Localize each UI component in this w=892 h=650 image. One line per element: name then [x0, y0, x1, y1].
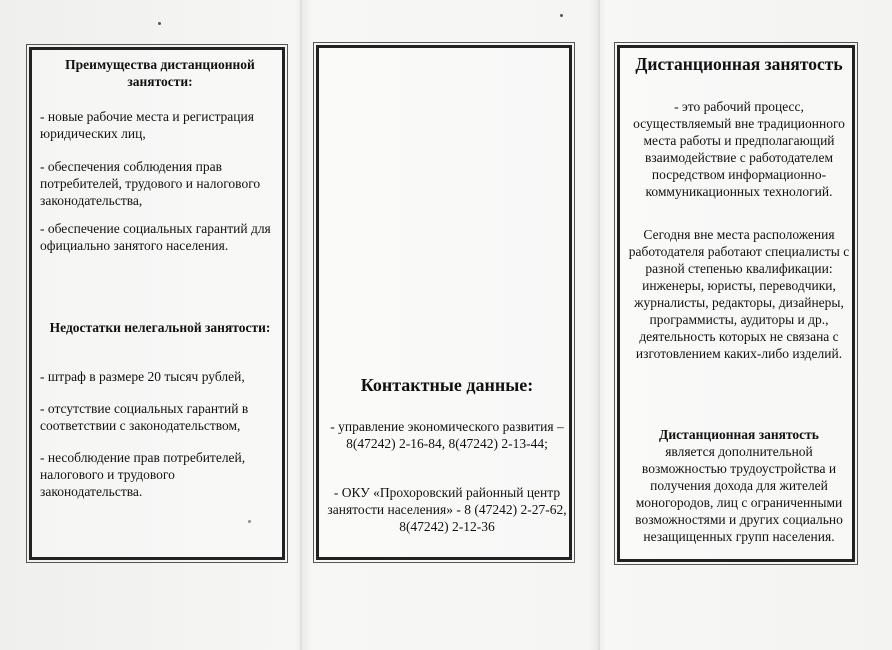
remote-work-subtitle: Дистанционная занятость	[659, 427, 819, 442]
speck	[560, 14, 563, 17]
advantage-item: - обеспечения соблюдения прав потребителей, трудового и налогового законодательства,	[40, 159, 261, 208]
fold-line-2	[598, 0, 600, 650]
disadvantages-title: Недостатки нелегальной занятости:	[49, 320, 271, 335]
disadvantage-item: - отсутствие социальных гарантий в соответствии с законодательством,	[40, 401, 249, 433]
contact-item: - управление экономического развития – 8(47242) 2-16-84, 8(47242) 2-13-44;	[330, 419, 564, 451]
advantages-title: Преимущества дистанционной занятости:	[65, 57, 255, 89]
advantage-item: - новые рабочие места и регистрация юридических лиц,	[40, 109, 254, 141]
disadvantage-item: - несоблюдение прав потребителей, налогового и трудового законодательства.	[40, 450, 246, 499]
disadvantage-item: - штраф в размере 20 тысяч рублей,	[40, 369, 245, 384]
remote-work-benefit: является дополнительной возможностью трудоустройства и получения дохода для жителей моногородов, лиц с ограниченными возможностями и других социально незащищенных групп населения.	[635, 444, 843, 544]
remote-work-specialists: Сегодня вне места расположения работодателя работают специалисты с разной степенью квалификации: инженеры, юристы, переводчики, журналисты, редакторы, дизайнеры, программисты, аудиторы и др., деятельность которых не связана с изготовлением каких-либо изделий.	[628, 227, 850, 361]
advantages-panel	[29, 47, 285, 560]
contacts-panel	[316, 45, 572, 560]
contacts-title: Контактные данные:	[360, 375, 534, 395]
contact-item: - ОКУ «Прохоровский районный центр занятости населения» - 8 (47242) 2-27-62, 8(47242) 2-12-36	[327, 485, 567, 534]
remote-work-definition: - это рабочий процесс, осуществляемый вне традиционного места работы и предполагающий взаимодействие с работодателем посредством информационно-коммуникационных технологий.	[633, 99, 845, 199]
speck	[158, 22, 161, 25]
remote-work-title: Дистанционная занятость	[635, 54, 843, 74]
remote-work-panel	[617, 45, 855, 562]
advantage-item: - обеспечение социальных гарантий для официально занятого населения.	[40, 221, 271, 253]
fold-line-1	[300, 0, 302, 650]
